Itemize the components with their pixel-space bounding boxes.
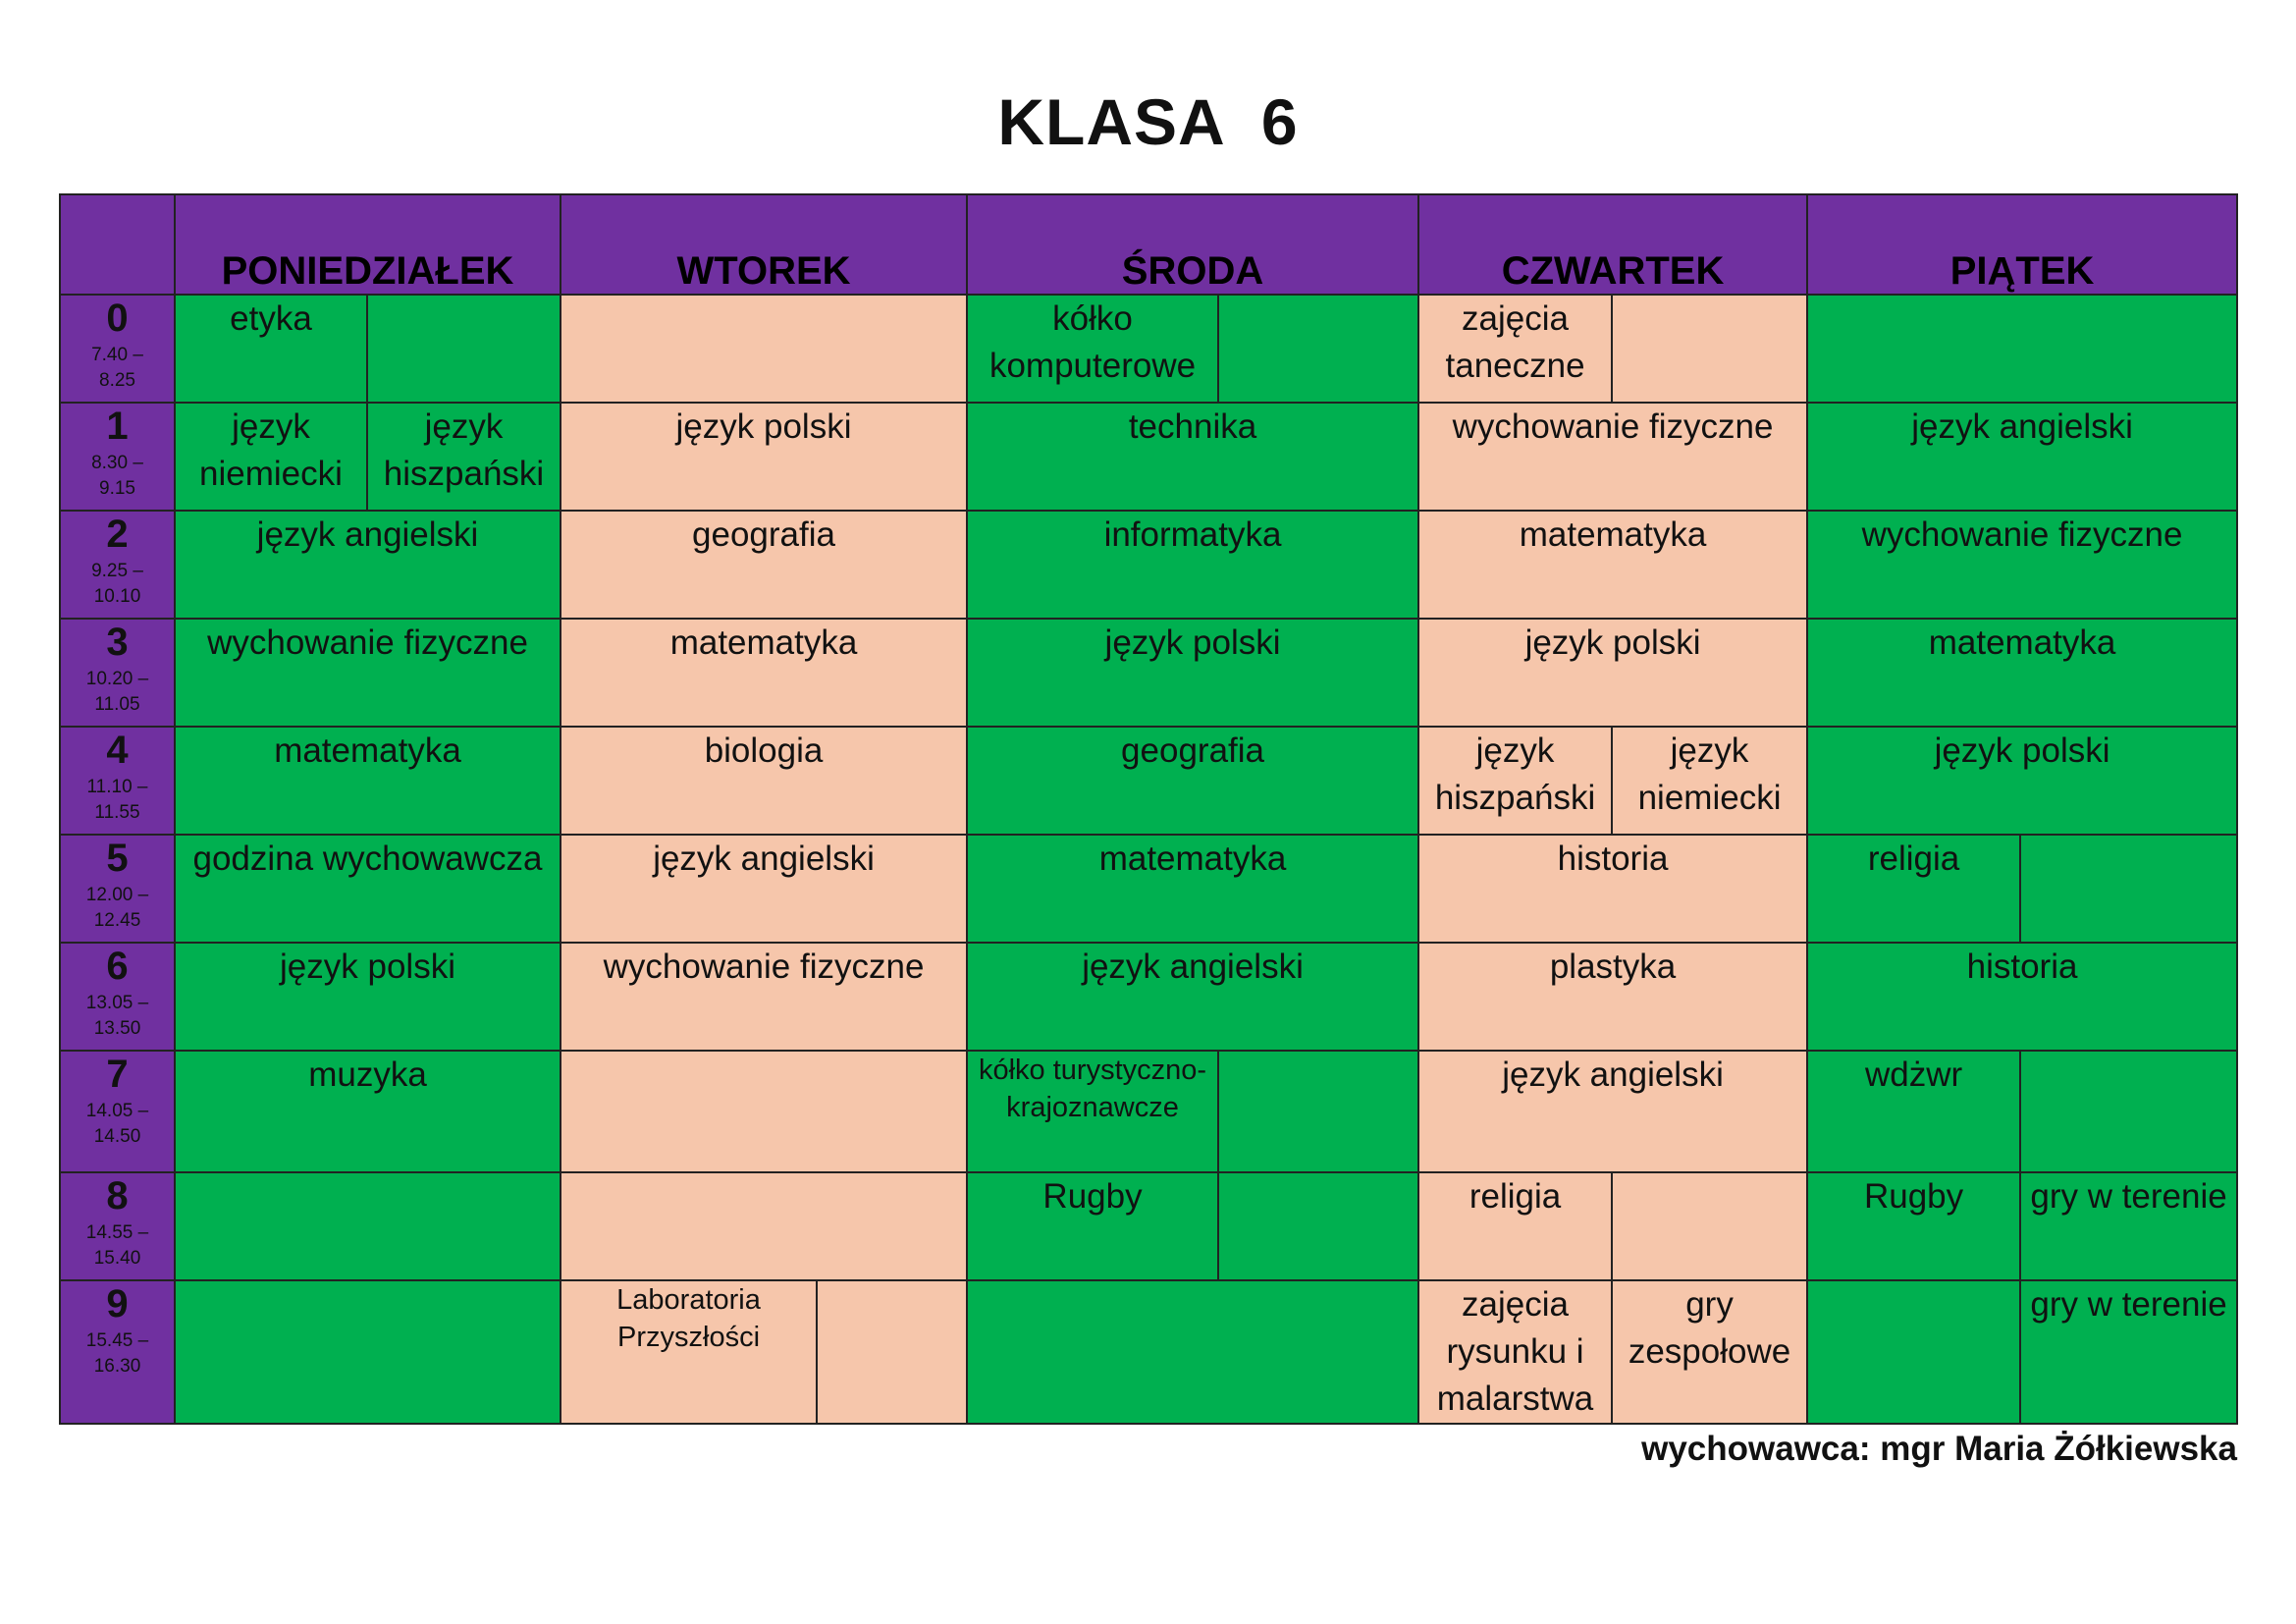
period-cell — [60, 1172, 175, 1280]
period-time-end: 10.10 — [93, 585, 141, 607]
period-time-end: 11.05 — [94, 693, 140, 715]
day-header: ŚRODA — [967, 194, 1418, 295]
period-time-start: 7.40 – — [91, 345, 143, 365]
lesson-cell: język polski — [175, 943, 561, 1051]
lesson-cell: muzyka — [175, 1051, 561, 1172]
lesson-cell: język angielski — [175, 511, 561, 619]
lesson-cell: etyka — [175, 295, 367, 403]
empty-cell — [817, 1280, 967, 1424]
empty-cell — [561, 1172, 967, 1280]
period-number: 5 — [106, 837, 129, 880]
period-cell — [60, 1280, 175, 1424]
lesson-cell: geografia — [561, 511, 967, 619]
period-cell — [60, 943, 175, 1051]
period-cell — [60, 1051, 175, 1172]
period-time-start: 11.10 – — [86, 777, 148, 797]
lesson-cell: Rugby — [967, 1172, 1218, 1280]
lesson-cell: Rugby — [1807, 1172, 2020, 1280]
lesson-cell: język angielski — [1418, 1051, 1807, 1172]
lesson-cell: język hiszpański — [367, 403, 561, 511]
period-time-start: 10.20 – — [85, 669, 149, 689]
empty-cell — [1218, 295, 1418, 403]
empty-cell — [1612, 1172, 1807, 1280]
period-time-start: 14.55 – — [85, 1222, 149, 1243]
empty-cell — [2020, 1051, 2237, 1172]
lesson-cell: informatyka — [967, 511, 1418, 619]
period-row — [60, 1172, 2237, 1280]
period-time-start: 8.30 – — [91, 453, 143, 473]
period-row — [60, 403, 2237, 511]
empty-cell — [1218, 1172, 1418, 1280]
lesson-cell: historia — [1418, 835, 1807, 943]
lesson-cell: język angielski — [967, 943, 1418, 1051]
period-row — [60, 943, 2237, 1051]
lesson-cell: geografia — [967, 727, 1418, 835]
lesson-cell: biologia — [561, 727, 967, 835]
period-row — [60, 835, 2237, 943]
lesson-cell: język polski — [1807, 727, 2237, 835]
period-time-start: 13.05 – — [85, 993, 149, 1013]
lesson-cell: Laboratoria Przyszłości — [561, 1280, 817, 1424]
empty-cell — [1218, 1051, 1418, 1172]
lesson-cell: język polski — [561, 403, 967, 511]
empty-cell — [175, 1172, 561, 1280]
empty-cell — [367, 295, 561, 403]
lesson-cell: matematyka — [1418, 511, 1807, 619]
period-number: 1 — [106, 405, 129, 448]
lesson-cell: zajęcia rysunku i malarstwa — [1418, 1280, 1612, 1424]
lesson-cell: kółko komputerowe — [967, 295, 1218, 403]
lesson-cell: godzina wychowawcza — [175, 835, 561, 943]
period-time-start: 9.25 – — [91, 561, 143, 581]
empty-cell — [967, 1280, 1418, 1424]
period-time-start: 12.00 – — [85, 885, 149, 905]
lesson-cell: religia — [1418, 1172, 1612, 1280]
lesson-cell: wdżwr — [1807, 1051, 2020, 1172]
period-row — [60, 619, 2237, 727]
lesson-cell: wychowanie fizyczne — [1807, 511, 2237, 619]
lesson-cell: matematyka — [175, 727, 561, 835]
period-number: 0 — [106, 297, 129, 340]
lesson-cell: wychowanie fizyczne — [175, 619, 561, 727]
lesson-cell: język niemiecki — [175, 403, 367, 511]
period-number: 7 — [106, 1053, 129, 1096]
period-time-end: 11.55 — [94, 801, 140, 823]
lesson-cell: technika — [967, 403, 1418, 511]
period-time-end: 12.45 — [93, 909, 141, 931]
lesson-cell: zajęcia taneczne — [1418, 295, 1612, 403]
lesson-cell: język angielski — [561, 835, 967, 943]
lesson-cell: gry w terenie — [2020, 1172, 2237, 1280]
day-header: WTOREK — [561, 194, 967, 295]
empty-cell — [561, 1051, 967, 1172]
lesson-cell: język angielski — [1807, 403, 2237, 511]
period-time-end: 16.30 — [93, 1355, 141, 1377]
period-row — [60, 727, 2237, 835]
period-time-end: 15.40 — [93, 1247, 141, 1269]
lesson-cell: wychowanie fizyczne — [561, 943, 967, 1051]
empty-cell — [2020, 835, 2237, 943]
lesson-cell: gry w terenie — [2020, 1280, 2237, 1424]
period-time-end: 9.15 — [99, 477, 135, 499]
period-number: 2 — [106, 513, 129, 556]
lesson-cell: matematyka — [561, 619, 967, 727]
period-time-start: 14.05 – — [85, 1101, 149, 1121]
lesson-cell: wychowanie fizyczne — [1418, 403, 1807, 511]
period-cell — [60, 727, 175, 835]
lesson-cell: gry zespołowe — [1612, 1280, 1807, 1424]
period-number: 8 — [106, 1174, 129, 1218]
period-time-start: 15.45 – — [85, 1330, 149, 1351]
lesson-cell: religia — [1807, 835, 2020, 943]
homeroom-teacher: wychowawca: mgr Maria Żółkiewska — [1641, 1430, 2237, 1468]
lesson-cell: język polski — [967, 619, 1418, 727]
period-time-end: 8.25 — [99, 369, 135, 391]
empty-cell — [1807, 1280, 2020, 1424]
period-cell — [60, 835, 175, 943]
page-title: KLASA 6 — [997, 85, 1299, 158]
period-number: 3 — [106, 621, 129, 664]
period-time-end: 13.50 — [93, 1017, 141, 1039]
period-cell — [60, 511, 175, 619]
period-row — [60, 1280, 2237, 1424]
lesson-cell: język niemiecki — [1612, 727, 1807, 835]
lesson-cell: historia — [1807, 943, 2237, 1051]
empty-cell — [175, 1280, 561, 1424]
day-header: PIĄTEK — [1807, 194, 2237, 295]
lesson-cell: kółko turystyczno-krajoznawcze — [967, 1051, 1218, 1172]
empty-cell — [561, 295, 967, 403]
lesson-cell: plastyka — [1418, 943, 1807, 1051]
lesson-cell: język polski — [1418, 619, 1807, 727]
period-row — [60, 511, 2237, 619]
period-row — [60, 1051, 2237, 1172]
period-cell — [60, 295, 175, 403]
period-number: 6 — [106, 945, 129, 988]
lesson-cell: matematyka — [967, 835, 1418, 943]
lesson-cell: matematyka — [1807, 619, 2237, 727]
day-header: CZWARTEK — [1418, 194, 1807, 295]
period-cell — [60, 619, 175, 727]
period-number: 9 — [106, 1282, 129, 1326]
corner-cell — [60, 194, 175, 295]
day-header: PONIEDZIAŁEK — [175, 194, 561, 295]
empty-cell — [1612, 295, 1807, 403]
period-cell — [60, 403, 175, 511]
period-row — [60, 295, 2237, 403]
empty-cell — [1807, 295, 2237, 403]
period-number: 4 — [106, 729, 129, 772]
header-row — [60, 194, 2237, 295]
timetable — [59, 193, 2238, 1425]
period-time-end: 14.50 — [93, 1125, 141, 1147]
lesson-cell: język hiszpański — [1418, 727, 1612, 835]
